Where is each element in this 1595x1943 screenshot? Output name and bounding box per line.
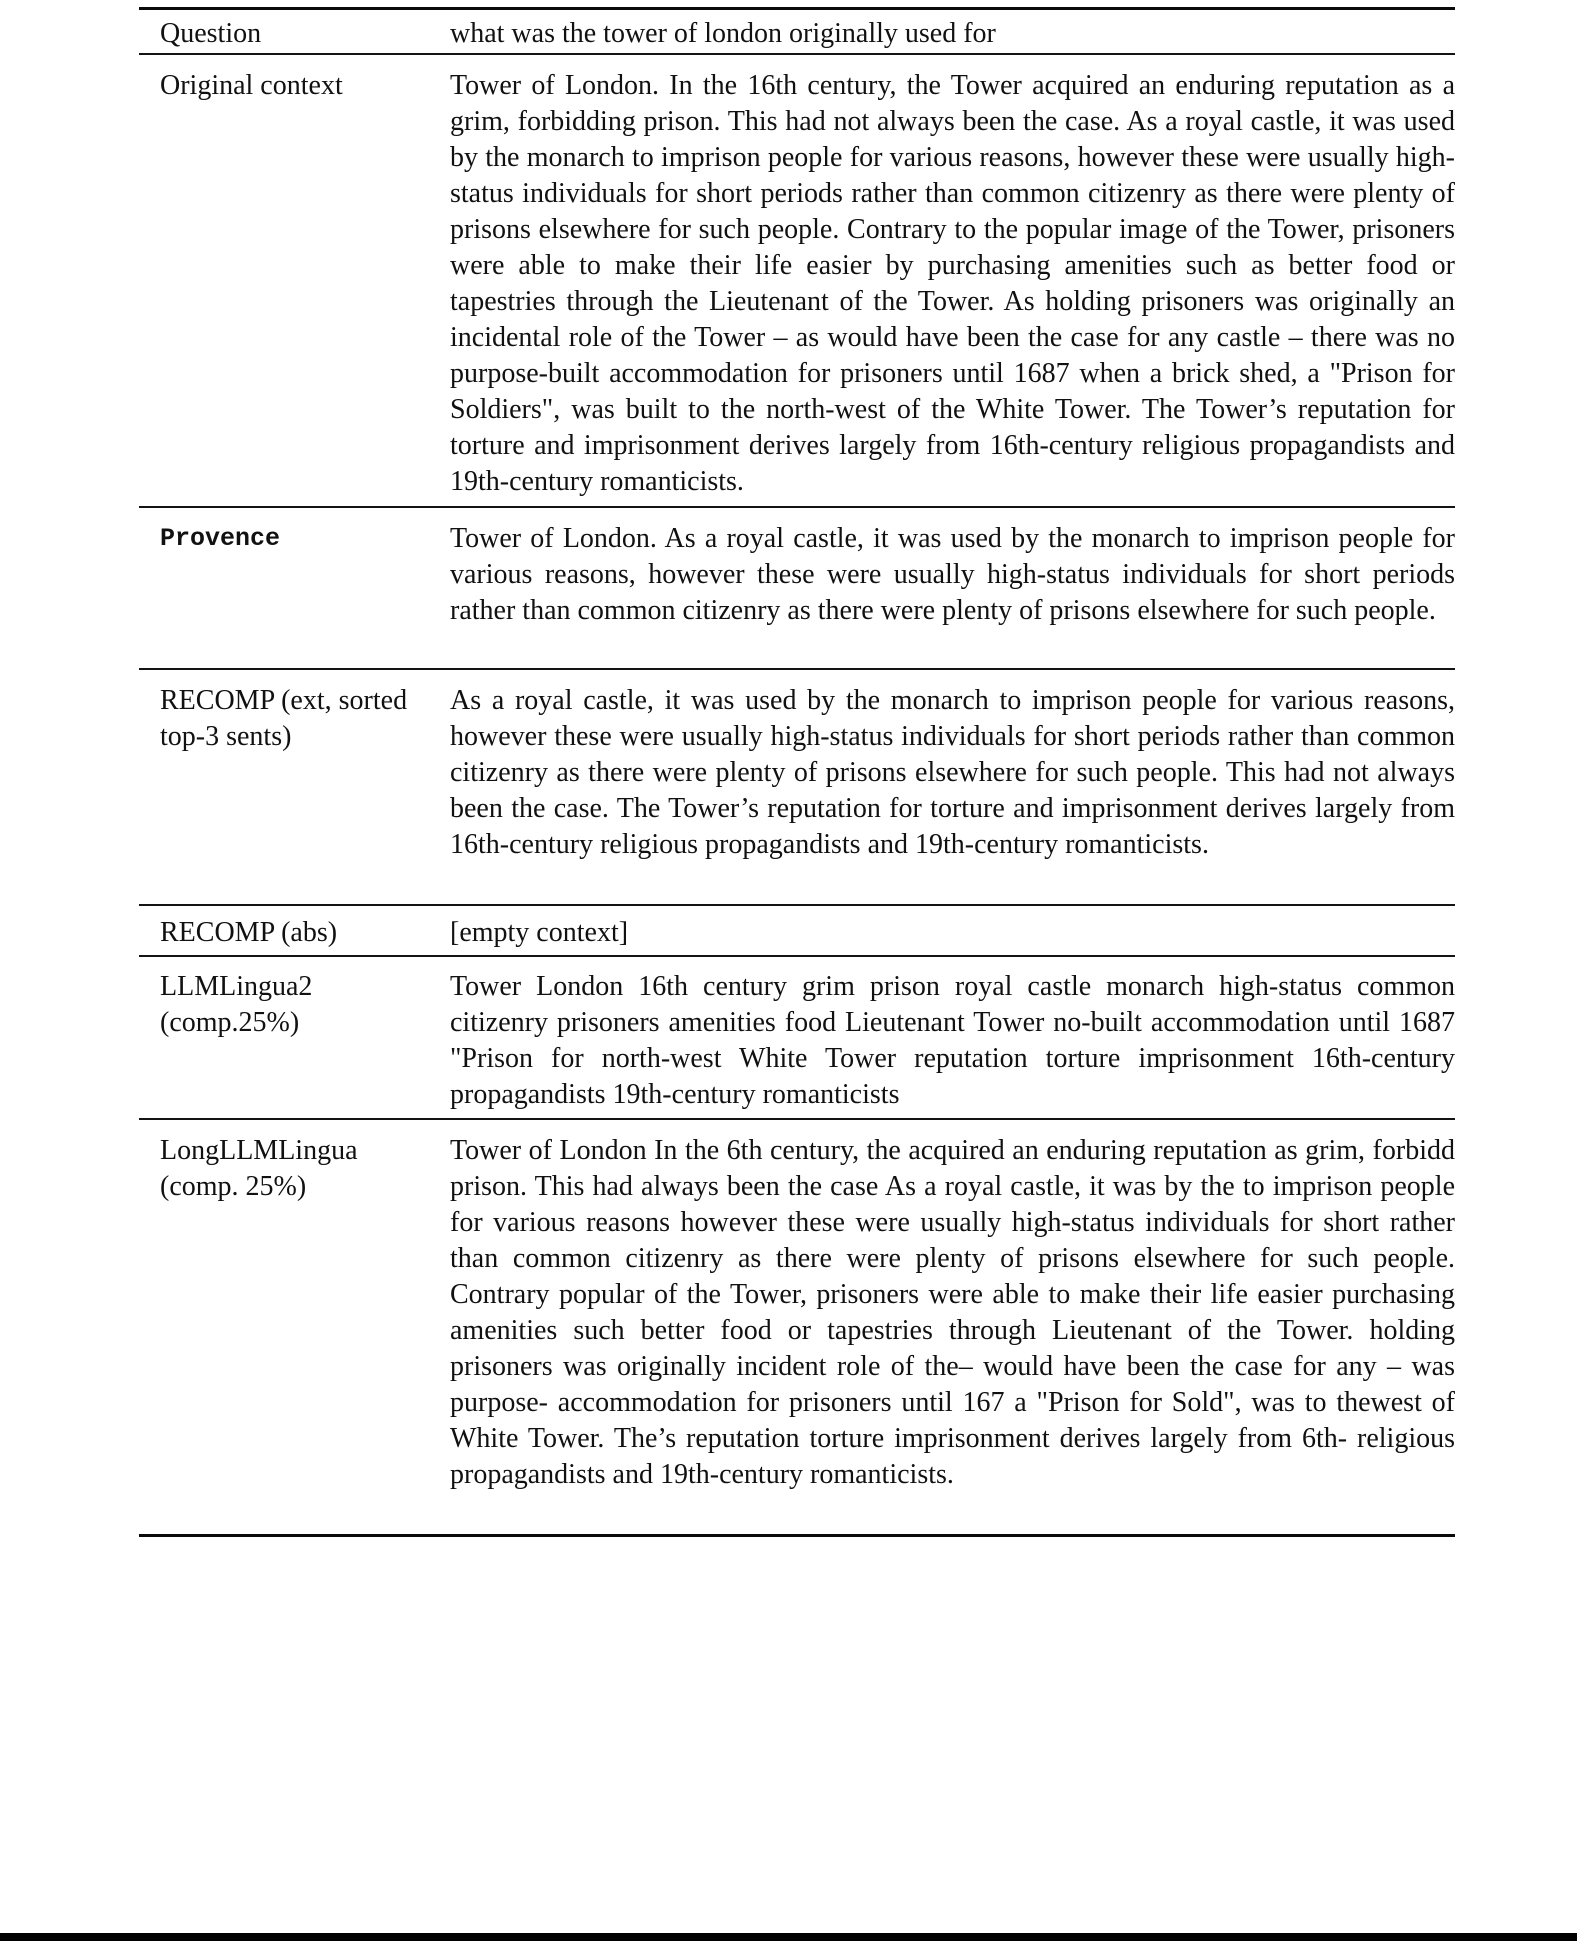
row-context-text: Tower of London. In the 16th century, the Tower acquired an enduring reputation as a grim, forbidding prison. This had not always been the case. As a royal castle, it was used by the monarch to imprison people for various reasons, however these were usually high-status individuals for short periods rather than common citizenry as there were plenty of prisons elsewhere for such people. Contrary to the popular image of the Tower, prisoners were able to make their life easier by purchasing amenities such as better food or tapestries through the Lieutenant of the Tower. As holding prisoners was originally an incidental role of the Tower – as would have been the case for any castle – there was no purpose-built accommodation for prisoners until 1687 when a brick shed, a "Prison for Soldiers", was built to the north-west of the White Tower. The Tower’s reputation for torture and imprisonment derives largely from 16th-century religious propagandists and 19th-century romanticists. (450, 70, 1455, 497)
row-method-label: RECOMP (ext, sorted top-3 sents) (160, 685, 408, 752)
table-row-llmlingua2 (139, 957, 1455, 1120)
context-compression-table (139, 7, 1455, 1537)
table-row-provence (139, 508, 1455, 670)
table-row-longllmlingua (139, 1120, 1455, 1534)
row-method-label: LongLLMLingua (comp. 25%) (160, 1135, 358, 1202)
table-row-original-context (139, 55, 1455, 508)
row-method-label: Question (160, 18, 262, 49)
table-row-recomp-ext (139, 670, 1455, 906)
row-method-label: RECOMP (abs) (160, 917, 338, 948)
row-context-text: Tower of London. As a royal castle, it was used by the monarch to imprison people for various reasons, however these were usually high-status individuals for short periods rather than common citizenry as there were plenty of prisons elsewhere for such people. (450, 523, 1455, 626)
row-method-label: Original context (160, 70, 343, 101)
row-context-text: Tower of London In the 6th century, the acquired an enduring reputation as grim, forbidd prison. This had always been the case As a royal castle, it was by the to imprison people for various reasons however these were usually high-status individuals for short rather than common citizenry as there were plenty of prisons elsewhere for such people. Contrary popular of the Tower, prisoners were able to make their life easier purchasing amenities such better food or tapestries through Lieutenant of the Tower. holding prisoners was originally incident role of the– would have been the case for any – was purpose- accommodation for prisoners until 167 a "Prison for Sold", was to thewest of White Tower. The’s reputation torture imprisonment derives largely from 6th- religious propagandists and 19th-century romanticists. (450, 1135, 1455, 1490)
table-row-recomp-abs (139, 906, 1455, 957)
row-method-label: Provence (160, 524, 281, 553)
next-table-top-rule (0, 1933, 1577, 1941)
row-context-text: Tower London 16th century grim prison royal castle monarch high-status common citizenry prisoners amenities food Lieutenant Tower no-built accommodation until 1687 "Prison for north-west White Tower reputation torture imprisonment 16th-century propagandists 19th-century romanticists (450, 971, 1455, 1110)
row-context-text: [empty context] (450, 917, 629, 948)
row-method-label: LLMLingua2 (comp.25%) (160, 971, 313, 1038)
row-context-text: what was the tower of london originally used for (450, 18, 996, 49)
table-row-question (139, 10, 1455, 55)
row-context-text: As a royal castle, it was used by the monarch to imprison people for various reasons, however these were usually high-status individuals for short periods rather than common citizenry as there were plenty of prisons elsewhere for such people. This had not always been the case. The Tower’s reputation for torture and imprisonment derives largely from 16th-century religious propagandists and 19th-century romanticists. (450, 685, 1455, 860)
